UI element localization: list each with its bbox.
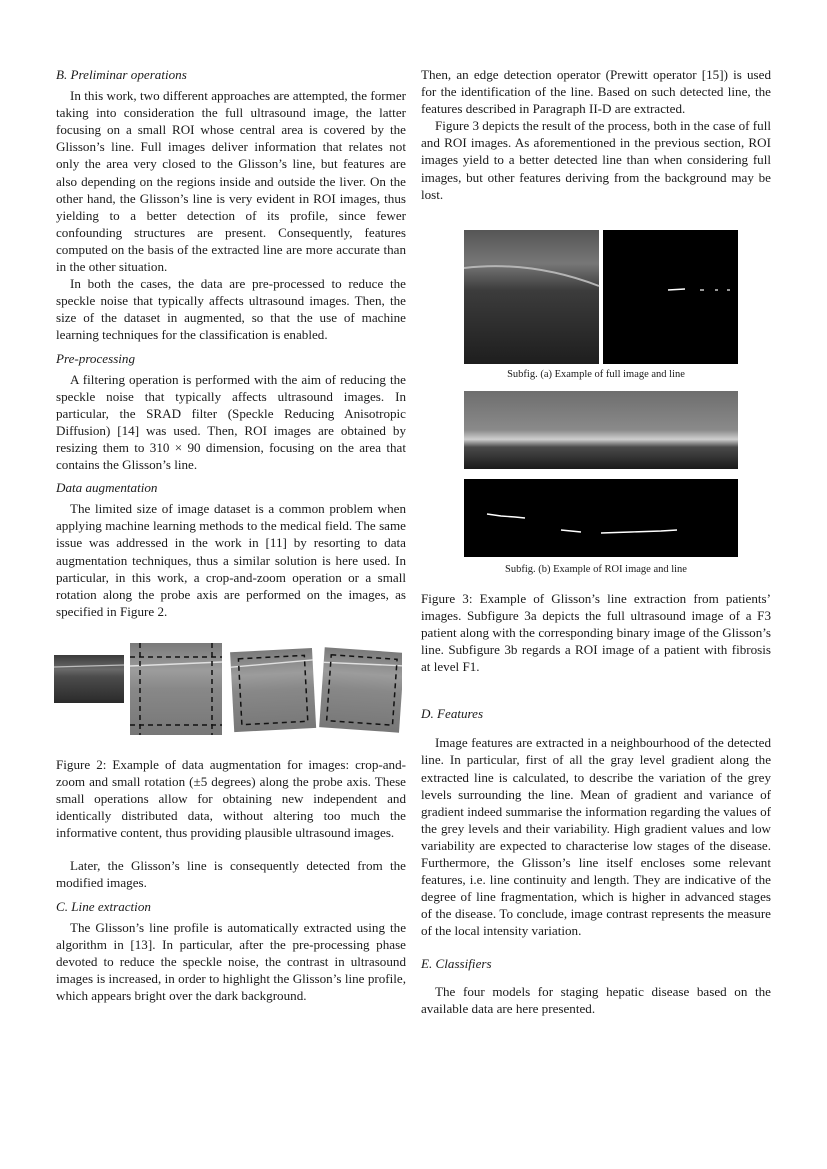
subfigure-b-caption: Subfig. (b) Example of ROI image and line — [505, 563, 687, 575]
section-c-heading: C. Line extraction — [56, 898, 151, 914]
figure-3-caption: Figure 3: Example of Glisson’s line extraction from patients’ images. Subfigure 3a depicts the full ultrasound image of a F3 patient along with the corresponding binary image of the Glisson’s line. Subfigure 3b regards a ROI image of a patient with fibrosis at level F1. — [421, 590, 771, 675]
data-augmentation-heading: Data augmentation — [56, 480, 158, 496]
paragraph: A filtering operation is performed with the aim of reducing the speckle noise that typically affects ultrasound images. In particular, the SRAD filter (Speckle Reducing Anisotropic Diffusion) [14] was used. Then, ROI images are obtained by resizing them to 310 × 90 dimension, focusing on the area that contains the Glisson’s line. — [56, 371, 406, 473]
ultrasound-rotated-left — [230, 648, 316, 732]
figure-3a-images — [421, 228, 771, 364]
section-b-heading: B. Preliminar operations — [56, 67, 187, 82]
right-column — [421, 66, 771, 1017]
left-column — [56, 66, 406, 1004]
full-binary-line-image — [603, 230, 738, 364]
ultrasound-original — [54, 655, 124, 703]
section-d-heading: D. Features — [421, 706, 484, 722]
roi-ultrasound-image — [464, 391, 738, 469]
paragraph: The four models for staging hepatic disease based on the available data are here presented. — [421, 983, 771, 1016]
full-ultrasound-image — [464, 230, 599, 364]
figure-2-caption: Figure 2: Example of data augmentation for images: crop-and-zoom and small rotation (±5 degrees) along the probe axis. These small operations allow for obtaining new independent and identically distributed data, without altering too much the informative content, thus providing plausible ultrasound images. — [56, 756, 406, 841]
ultrasound-rotated-right — [319, 647, 402, 732]
paragraph: In this work, two different approaches are attempted, the former taking into consideration the full ultrasound image, the latter focusing on a small ROI whose central area is covered by the Glisson’s line. Full images deliver information that relates not only the area very closed to the Glisson’s line, but features are also depending on the regions inside and outside the liver. On the other hand, the Glisson’s line is very evident in ROI images, thus yielding to a better detection of its profile, since fewer confounding structures are present. Consequently, features computed on the basis of the extracted line are more accurate than in the other situation. — [56, 88, 406, 275]
paragraph: In both the cases, the data are pre-processed to reduce the speckle noise that typically affects ultrasound images. Then, the size of the dataset in augmented, so that the use of machine learning techniques for the classification is enabled. — [56, 276, 406, 343]
figure-2 — [56, 640, 406, 740]
paragraph: Then, an edge detection operator (Prewitt operator [15]) is used for the identification of the line. Based on such detected line, the features described in Paragraph II-D are extracted. — [421, 67, 771, 117]
roi-binary-line-image — [464, 479, 738, 557]
paragraph: Image features are extracted in a neighbourhood of the detected line. In particular, first of all the gray level gradient along the extracted line is calculated, to describe the variation of the grey levels surrounding the line. Mean of gradient and variance of gradient indeed summarise the information regarding the values of the grey levels and their variability. High gradient values and low variability are expected to characterise low stages of the disease. Furthermore, the Glisson’s line itself encloses some relevant features, i.e. line continuity and length. They are indicative of the degree of line fragmentation, which is higher in advanced stages of the disease. To conclude, image contrast represents the measure of the local intensity variation. — [421, 735, 771, 939]
section-e-heading: E. Classifiers — [421, 956, 492, 972]
paragraph: The limited size of image dataset is a common problem when applying machine learning methods to the medical field. The same issue was addressed in the work in [11] by resorting to data augmentation techniques, thus a similar solution is here used. In particular, in this work, a crop-and-zoom operation or a small rotation along the probe axis are performed on the images, as specified in Figure 2. — [56, 501, 406, 619]
figure-2-images — [52, 640, 402, 740]
paragraph: Later, the Glisson’s line is consequently detected from the modified images. — [56, 858, 406, 891]
figure-3b-images — [421, 391, 771, 561]
preprocessing-heading: Pre-processing — [56, 350, 136, 366]
subfigure-a-caption: Subfig. (a) Example of full image and line — [507, 368, 685, 380]
figure-3 — [421, 228, 771, 576]
paragraph: Figure 3 depicts the result of the process, both in the case of full and ROI images. As aforementioned in the previous section, ROI images yield to a better detected line than when considering full images, but other features deriving from the background may be lost. — [421, 118, 771, 202]
paragraph: The Glisson’s line profile is automatically extracted using the algorithm in [13]. In particular, after the pre-processing phase devoted to reduce the speckle noise, the contrast in ultrasound images is increased, in order to highlight the Glisson’s line profile, which appears bright over the dark background. — [56, 919, 406, 1004]
